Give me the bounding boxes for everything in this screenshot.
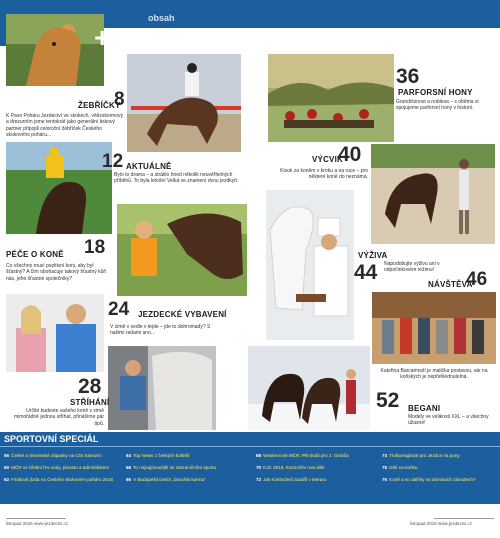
photo-parforce-hunt xyxy=(268,54,394,142)
sport-item[interactable]: 72 Jak Kostochvil zazářil v Meraru xyxy=(256,477,327,482)
article-title-vycvik[interactable]: VÝCVIK xyxy=(312,155,343,164)
sport-item[interactable]: 74 Trofiamsglorat pro Jezdce na pony xyxy=(382,453,460,458)
page-number-36: 36 xyxy=(396,65,420,88)
footer-rule-right xyxy=(434,518,494,519)
article-desc-zebricky: K Pavo Poháru Jezdectví ve skokech, vítězstvomový a drezurním jsme tentokrát jako generální tiskový partner připojili celoroční žebříček Českého skokového poháru... xyxy=(6,113,123,139)
footer-rule-left xyxy=(6,518,66,519)
sport-item[interactable]: 75 Dětí na koňku xyxy=(382,465,418,470)
photo-white-horse-chef xyxy=(266,190,354,340)
article-desc-pece-o-kone: Co všechno musí pozitivní koni, aby byl šťastný? A čím obohacuje takový šťastný kůň nás, jeho šťastné společníky? xyxy=(6,263,107,282)
sport-divider xyxy=(0,446,500,447)
sport-item[interactable]: 64 Top News z českých kolbišť xyxy=(126,453,190,458)
page-number-24: 24 xyxy=(108,299,130,320)
sport-item[interactable]: 68 Westernové MČR: Pět titulů pro J. Omáča xyxy=(256,453,349,458)
article-desc-aktualne: Bylo to drama – a stráklo hned několik neuvěřitelných příběhů. To byla letošní Velká ve znamení dvou jezdkyň. xyxy=(114,172,239,185)
article-title-parforsni-hony[interactable]: PARFORSNÍ HONY xyxy=(398,88,473,97)
page-number-44: 44 xyxy=(354,261,378,284)
article-title-zebricky[interactable]: ŽEBŘÍČKY xyxy=(78,101,121,110)
photo-horse-portrait xyxy=(6,14,104,86)
page-number-52: 52 xyxy=(376,389,400,412)
sport-item[interactable]: 66 V Budapešti Deilor „bouchla karma“ xyxy=(126,477,206,482)
plus-icon: + xyxy=(94,22,111,53)
article-title-pece-o-kone[interactable]: PÉČE O KONĚ xyxy=(6,250,64,259)
article-desc-vyziva: Napodobujte výživu ani v odpočinkovém režimu! xyxy=(384,261,440,274)
article-title-navsteva[interactable]: NÁVŠTĚVA xyxy=(428,280,473,289)
sport-item[interactable]: 60 MČR ve hřební řev vody, plnosto a admirálístem xyxy=(4,465,110,470)
photo-horse-training xyxy=(371,144,495,244)
page-number-46: 46 xyxy=(466,269,488,290)
article-desc-vycvik: Kisok za koněm v kroku a na ruce – pro některé koně do neznáma. xyxy=(280,168,368,181)
article-desc-parforsni-hony: Grandióznost a noblesa – s oběma si spojujeme parforsní hony v historii. xyxy=(396,99,479,112)
sport-item[interactable]: 56 České a slovenské zápasky na CSI Samorín xyxy=(4,453,102,458)
article-desc-strihani: Určité budeste vašeho koně v zimě mimořádně jednou stříhat, přinášíme pár tipů. xyxy=(13,408,104,427)
page-number-40: 40 xyxy=(338,143,362,166)
page-number-8: 8 xyxy=(114,89,125,110)
photo-horse-racing xyxy=(6,142,112,234)
section-label: obsah xyxy=(148,13,175,23)
page-number-28: 28 xyxy=(78,375,102,398)
article-title-vyziva[interactable]: VÝŽIVA xyxy=(358,251,388,260)
plakat-title: PLAKÁT xyxy=(114,39,159,51)
sport-item[interactable]: 70 EJC 2016, Kozochův mat alibi xyxy=(256,465,325,470)
article-title-strihani[interactable]: STŘÍHÁNÍ xyxy=(70,398,110,407)
page-number-12: 12 xyxy=(102,151,124,172)
article-desc-jezdecke-vybaveni: V zimě v sedle v teple – jde to dohromady? S našimi radami ano... xyxy=(110,324,211,337)
photo-begani-winter xyxy=(248,346,370,430)
sport-item[interactable]: 76 Koně a so dalňky na domácích závodech? xyxy=(382,477,476,482)
photo-horse-care xyxy=(117,204,247,296)
sport-special-title: SPORTOVNÍ SPECIÁL xyxy=(4,434,99,444)
article-title-jezdecke-vybaveni[interactable]: JEZDECKÉ VYBAVENÍ xyxy=(138,310,227,319)
sport-item[interactable]: 66 To nejzajímavější ze zahraničního sportu xyxy=(126,465,217,470)
article-title-begani[interactable]: BEGANI xyxy=(408,404,441,413)
article-desc-begani: Modely ve velikosti XXL – a všechny úžasné! xyxy=(408,414,489,427)
page-number-18: 18 xyxy=(84,237,106,258)
footer-left: listopad 2016 www.jezdectvi.cz xyxy=(6,521,69,526)
sport-item[interactable]: 62 Finálová jízda na Českém skokovém poháru 2016 xyxy=(4,477,114,482)
article-title-aktualne[interactable]: AKTUÁLNĚ xyxy=(126,162,172,171)
photo-stable-visit xyxy=(372,292,496,364)
article-desc-navsteva: Kateřina Barcamnolí je malička postavou, ale na koňských je nepřehlédnutelná. xyxy=(380,368,488,381)
footer-right: listopad 2016 www.jezdectvi.cz xyxy=(410,521,473,526)
photo-show-jumping xyxy=(127,54,241,152)
photo-riding-apparel xyxy=(6,294,104,372)
photo-horse-clipping xyxy=(108,346,216,430)
